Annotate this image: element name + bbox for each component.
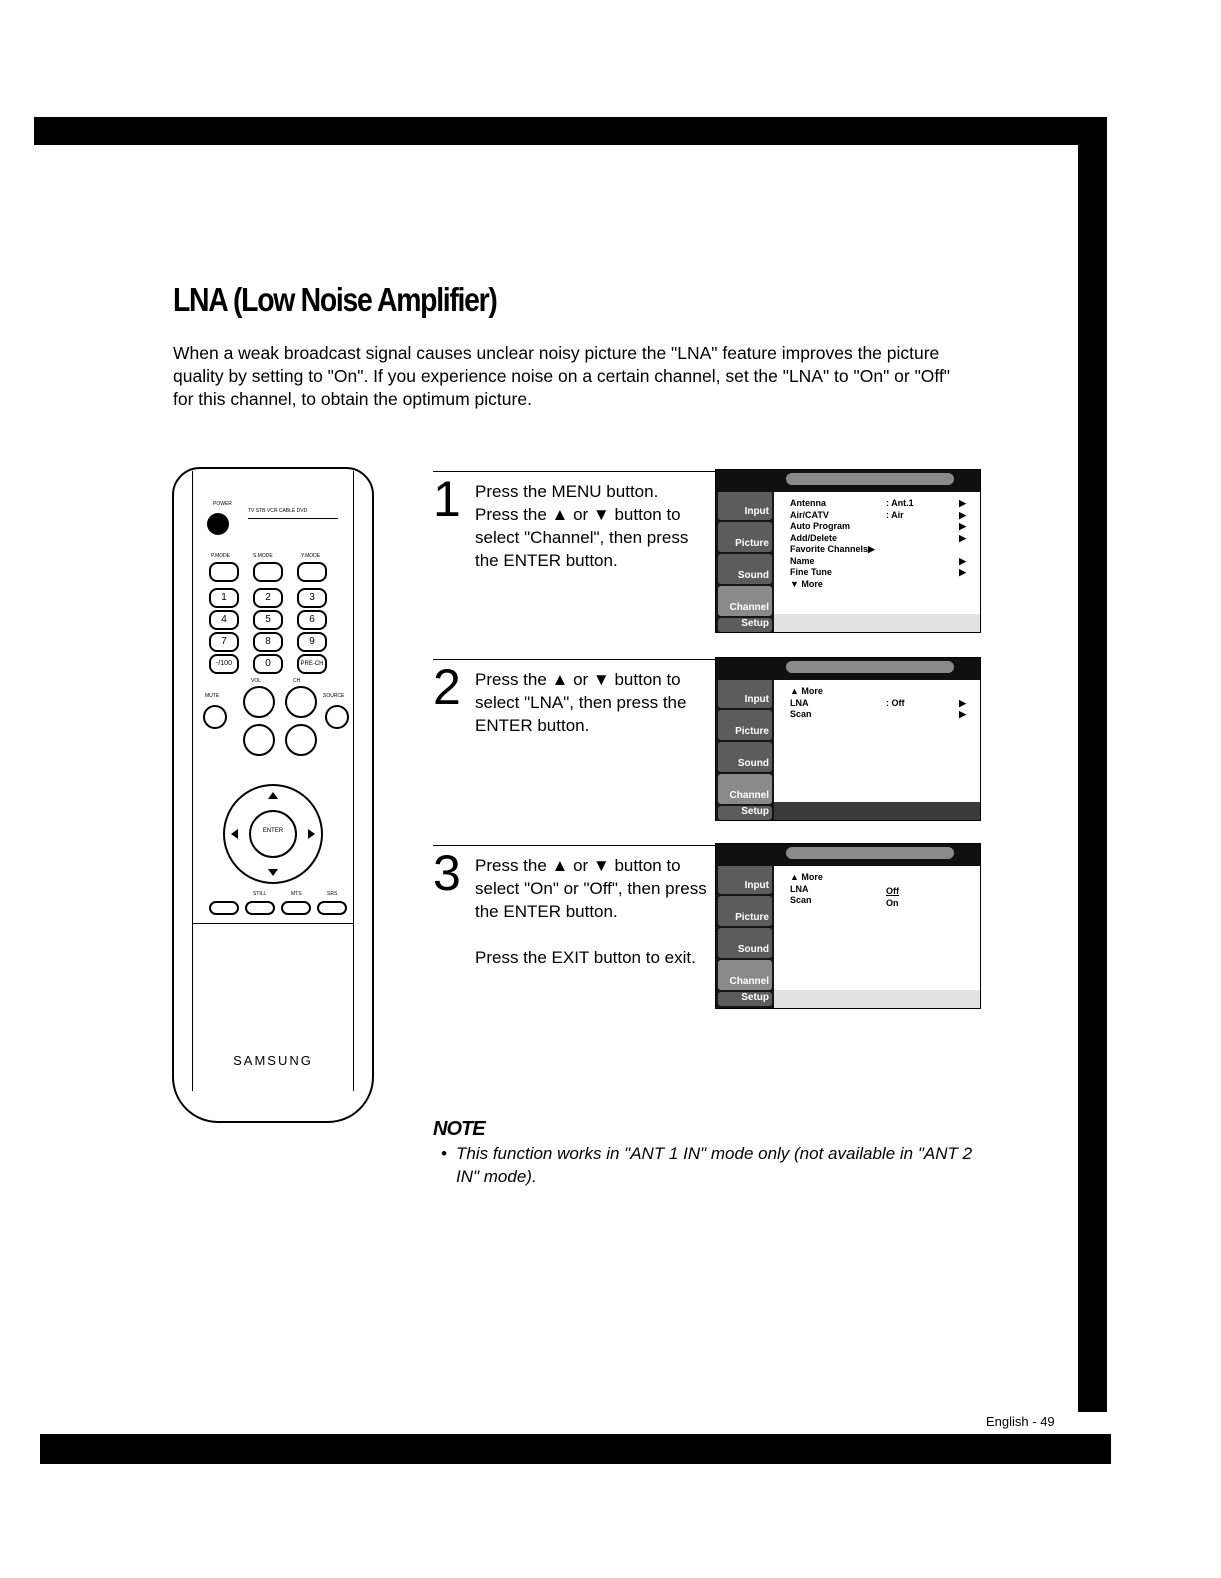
channel-menu-screen-2 xyxy=(715,657,981,821)
down-arrow-icon xyxy=(268,869,278,876)
tv-menu-label: ▲ More xyxy=(790,686,823,696)
ch-up-button xyxy=(285,686,317,718)
tv-menu-sidebar xyxy=(716,658,774,820)
still-label: STILL xyxy=(253,891,267,897)
ymode-label: Y.MODE xyxy=(301,553,321,559)
srs-label: SRS xyxy=(327,891,338,897)
tv-menu-tab xyxy=(786,847,954,859)
step-line: Press the ▲ or ▼ button to select "LNA", then press the ENTER button. xyxy=(475,670,687,735)
right-arrow-icon xyxy=(308,829,315,839)
tv-menu-row xyxy=(790,698,966,710)
tv-menu-label: Air/CATV xyxy=(790,509,829,520)
tv-menu-tab xyxy=(786,473,954,485)
up-arrow-icon xyxy=(268,792,278,799)
tv-menu-label: Favorite Channels▶ xyxy=(790,544,875,554)
tv-menu-list xyxy=(790,498,966,590)
tv-menu-label: ▼ More xyxy=(790,578,823,589)
intro-paragraph: When a weak broadcast signal causes unclear noisy picture the "LNA" feature improves the picture quality by setting to "On". If you experience noise on a certain channel, set the "LNA" to "On" or "Off" for this channel, to obtain the optimum picture. xyxy=(173,343,951,409)
sound-icon: Sound xyxy=(718,928,772,958)
page-number: English - 49 xyxy=(986,1414,1055,1429)
note-text: This function works in "ANT 1 IN" mode only (not available in "ANT 2 IN" mode). xyxy=(456,1144,973,1186)
step-number: 2 xyxy=(433,659,461,715)
tv-menu-label: ▲ More xyxy=(790,872,823,882)
step-number: 3 xyxy=(433,845,461,901)
left-arrow-icon xyxy=(231,829,238,839)
step-3 xyxy=(433,845,715,1006)
tv-menu-list xyxy=(790,686,966,721)
input-icon: Input xyxy=(718,490,772,520)
tv-menu-row xyxy=(790,567,966,579)
enter-label: ENTER xyxy=(262,828,284,834)
size-button xyxy=(209,901,239,915)
enter-button xyxy=(249,810,297,858)
step-instructions xyxy=(475,668,711,737)
picture-icon: Picture xyxy=(718,896,772,926)
step-2 xyxy=(433,659,715,820)
tv-menu-label: Add/Delete xyxy=(790,532,838,543)
channel-icon: Channel xyxy=(718,774,772,804)
num-button-6: 6 xyxy=(297,610,327,630)
tv-menu-row xyxy=(790,686,966,698)
step-line: Press the EXIT button to exit. xyxy=(475,948,696,967)
input-icon: Input xyxy=(718,864,772,894)
vol-down-button xyxy=(243,724,275,756)
step-line: Press the MENU button. xyxy=(475,482,659,501)
mute-label: MUTE xyxy=(205,693,220,699)
vol-label: VOL xyxy=(251,678,262,684)
setup-icon: Setup xyxy=(718,618,772,632)
input-icon: Input xyxy=(718,678,772,708)
setup-icon: Setup xyxy=(718,992,772,1006)
tv-menu-value: : Ant.1 xyxy=(886,498,914,508)
top-bar xyxy=(34,117,1107,145)
tv-menu-row xyxy=(790,884,966,896)
tv-menu-label: Name xyxy=(790,555,815,566)
right-bar xyxy=(1078,117,1107,1412)
ymode-button xyxy=(297,562,327,582)
ch-label: CH xyxy=(293,678,301,684)
tv-menu-header xyxy=(716,658,980,680)
tv-menu-row xyxy=(790,544,966,556)
num-button-7: 7 xyxy=(209,632,239,652)
source-button xyxy=(325,705,349,729)
num-button-1: 1 xyxy=(209,588,239,608)
tv-menu-footer xyxy=(774,614,980,632)
option-on: On xyxy=(886,898,899,908)
sound-icon: Sound xyxy=(718,554,772,584)
tv-menu-row xyxy=(790,556,966,568)
tv-menu-row xyxy=(790,579,966,591)
tv-menu-arrow-icon: ▶ xyxy=(959,532,966,543)
source-label: SOURCE xyxy=(323,693,345,699)
note-heading: NOTE xyxy=(433,1118,485,1140)
tv-menu-footer xyxy=(774,802,980,820)
option-off: Off xyxy=(886,886,899,896)
dpad xyxy=(223,784,323,884)
tv-menu-arrow-icon: ▶ xyxy=(959,697,966,708)
tv-menu-label: Antenna xyxy=(790,498,826,508)
step-instructions xyxy=(475,480,711,572)
num-button-4: 4 xyxy=(209,610,239,630)
remote-control-illustration xyxy=(172,467,374,1123)
mode-labels: TV STB VCR CABLE DVD xyxy=(248,508,308,514)
tv-menu-label: LNA xyxy=(790,883,809,894)
remote-body xyxy=(192,471,354,1091)
num-button-3: 3 xyxy=(297,588,327,608)
tv-menu-row xyxy=(790,498,966,510)
tv-menu-arrow-icon: ▶ xyxy=(959,555,966,566)
tv-menu-tab xyxy=(786,661,954,673)
step-1 xyxy=(433,471,715,632)
tv-menu-row xyxy=(790,895,966,907)
num-button-9: 9 xyxy=(297,632,327,652)
tv-menu-header xyxy=(716,470,980,492)
ch-down-button xyxy=(285,724,317,756)
tv-menu-row xyxy=(790,872,966,884)
channel-icon: Channel xyxy=(718,586,772,616)
remote-cover-line xyxy=(193,923,353,924)
step-line: Press the ▲ or ▼ button to select "Channel", then press the ENTER button. xyxy=(475,505,689,570)
channel-menu-screen-1 xyxy=(715,469,981,633)
mts-label: MTS xyxy=(291,891,302,897)
tv-menu-footer xyxy=(774,990,980,1008)
pmode-label: P.MODE xyxy=(211,553,231,559)
mts-button xyxy=(281,901,311,915)
tv-menu-row xyxy=(790,709,966,721)
tv-menu-sidebar xyxy=(716,470,774,632)
num-button-100: -/100 xyxy=(209,654,239,674)
tv-menu-value: : Air xyxy=(886,509,904,520)
tv-menu-arrow-icon: ▶ xyxy=(959,509,966,520)
tv-menu-row xyxy=(790,510,966,522)
tv-menu-arrow-icon: ▶ xyxy=(959,498,966,508)
setup-icon: Setup xyxy=(718,806,772,820)
tv-menu-arrow-icon: ▶ xyxy=(959,709,966,719)
num-button-8: 8 xyxy=(253,632,283,652)
picture-icon: Picture xyxy=(718,522,772,552)
bottom-bar xyxy=(40,1434,1111,1464)
num-button-5: 5 xyxy=(253,610,283,630)
srs-button xyxy=(317,901,347,915)
mute-button xyxy=(203,705,227,729)
step-instructions xyxy=(475,854,711,969)
bullet-icon: • xyxy=(441,1144,447,1163)
still-button xyxy=(245,901,275,915)
tv-menu-header xyxy=(716,844,980,866)
smode-button xyxy=(253,562,283,582)
pre-ch-button: PRE-CH xyxy=(297,654,327,674)
tv-menu-arrow-icon: ▶ xyxy=(959,521,966,531)
picture-icon: Picture xyxy=(718,710,772,740)
tv-menu-label: Auto Program xyxy=(790,521,851,531)
tv-menu-arrow-icon: ▶ xyxy=(959,567,966,577)
channel-menu-screen-3 xyxy=(715,843,981,1009)
sound-icon: Sound xyxy=(718,742,772,772)
tv-menu-label: LNA xyxy=(790,697,809,708)
tv-menu-value: : Off xyxy=(886,697,905,708)
page-title: LNA (Low Noise Amplifier) xyxy=(173,281,497,318)
num-button-0: 0 xyxy=(253,654,283,674)
step-line: Press the ▲ or ▼ button to select "On" or "Off", then press the ENTER button. xyxy=(475,856,707,921)
tv-menu-row xyxy=(790,521,966,533)
smode-label: S.MODE xyxy=(253,553,273,559)
num-button-2: 2 xyxy=(253,588,283,608)
tv-menu-label: Scan xyxy=(790,709,812,719)
tv-menu-row xyxy=(790,533,966,545)
tv-menu-label: Scan xyxy=(790,895,812,905)
step-number: 1 xyxy=(433,471,461,527)
channel-icon: Channel xyxy=(718,960,772,990)
remote-brand-logo: SAMSUNG xyxy=(233,1053,313,1068)
tv-menu-label: Fine Tune xyxy=(790,567,832,577)
power-label: POWER xyxy=(213,501,232,507)
pmode-button xyxy=(209,562,239,582)
power-button xyxy=(207,513,229,535)
mode-line xyxy=(248,518,338,519)
tv-menu-sidebar xyxy=(716,844,774,1008)
vol-up-button xyxy=(243,686,275,718)
tv-menu-list xyxy=(790,872,966,907)
